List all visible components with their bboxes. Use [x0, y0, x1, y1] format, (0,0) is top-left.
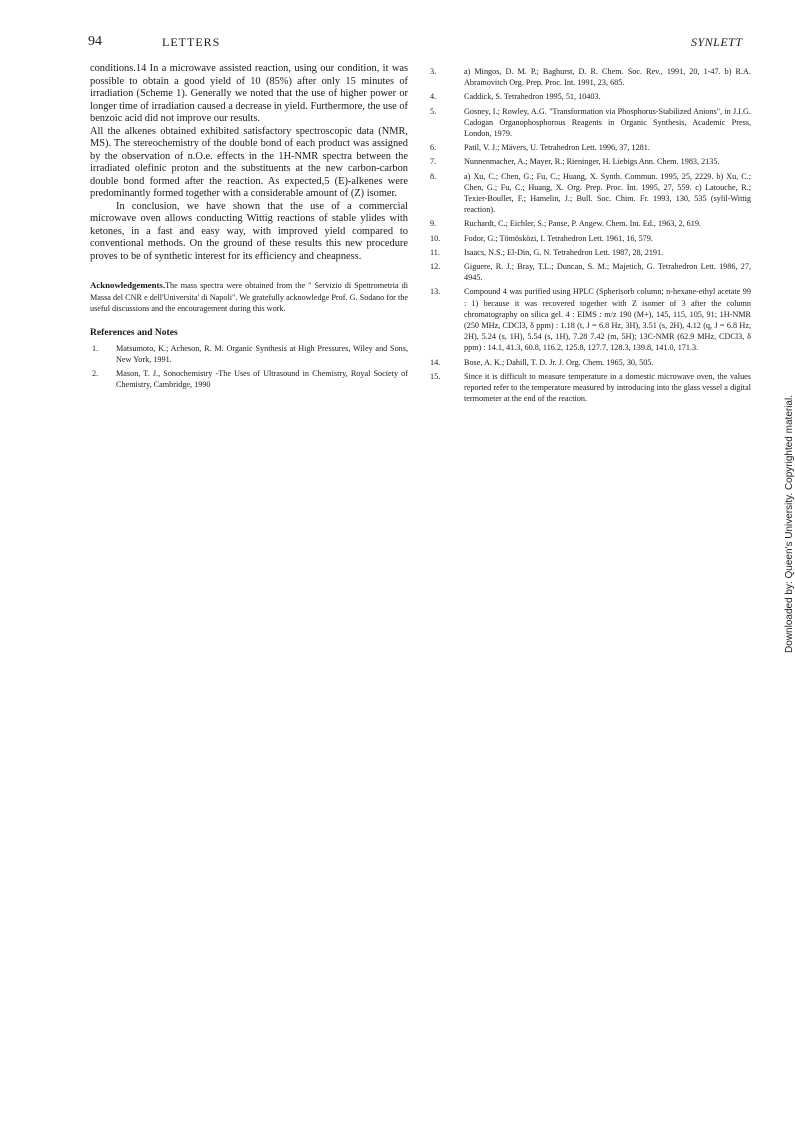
reference-text: Patil, V. J.; Mävers, U. Tetrahedron Lett. 1996, 37, 1281. — [464, 143, 650, 153]
reference-item — [428, 171, 751, 216]
reference-text: Mason, T. J., Sonochemistry -The Uses of Ultrasound in Chemistry, Royal Society of Chemistry, Cambridge, 1990 — [116, 369, 408, 390]
reference-item — [428, 66, 751, 88]
acknowledgements-heading: Acknowledgements. — [90, 280, 166, 290]
reference-item — [428, 247, 751, 258]
reference-text: Fodor, G.; Tömösközi, I. Tetrahedron Lett. 1961, 16, 579. — [464, 233, 653, 243]
reference-number: 15. — [430, 371, 441, 381]
reference-item — [428, 357, 751, 368]
references-heading: References and Notes — [90, 326, 178, 338]
reference-text: Bose, A. K.; Dahill, T. D. Jr. J. Org. Chem. 1965, 30, 505. — [464, 357, 654, 367]
journal-name: SYNLETT — [691, 35, 743, 49]
reference-text: Nunnenmacher, A.; Mayer, R.; Rieninger, H. Liebigs Ann. Chem. 1983, 2135. — [464, 157, 720, 167]
download-watermark: Downloaded by: Queen's University. Copyrighted material. — [784, 395, 795, 653]
reference-number: 9. — [430, 219, 437, 229]
reference-item — [428, 156, 751, 167]
reference-text: a) Mingos, D. M. P.; Baghurst, D. R. Chem. Soc. Rev., 1991, 20, 1-47. b) R.A. Abramovitch Org. Prep. Proc. Int. 1991, 23, 685. — [464, 67, 751, 88]
body-paragraph-1: conditions.14 In a microwave assisted reaction, using our condition, it was possible to obtain a good yield of 10 (85%) after only 15 minutes of irradiation (Scheme 1). Generally we noted that the use of higher power or longer time of irradiation caused a decrease in yield. Furthermore, the use of benzoic acid did not improve our results. — [90, 63, 408, 124]
reference-item — [428, 218, 751, 229]
reference-item — [428, 142, 751, 153]
reference-text: Gosney, I.; Rowley, A.G. "Transformation via Phosphorus-Stabilized Anions", in J.I.G. Cadogan Organophosphorous Reagents in Organic Synthesis, Academic Press, London, 1979. — [464, 106, 751, 139]
reference-text: Ruchardt, C.; Eichler, S.; Panse, P. Angew. Chem. Int. Ed., 1963, 2, 619. — [464, 219, 702, 229]
reference-text: Since it is difficult to measure temperature in a domestic microwave oven, the values reported refer to the temperature measured by introducing into the glass vessel a digital termometer at the end of the reaction. — [464, 371, 751, 404]
right-column — [428, 66, 751, 407]
reference-number: 6. — [430, 143, 437, 153]
left-column — [90, 63, 408, 394]
body-paragraph-3: In conclusion, we have shown that the use of a commercial microwave oven allows conducting Wittig reactions of stable ylides with ketones, in a fast and easy way, with improved yield compared to conventional methods. On the ground of these results this new procedure proves to be of synthetic interest for its efficiency and cheapness. — [90, 200, 408, 262]
reference-number: 3. — [430, 67, 437, 76]
reference-number: 11. — [430, 247, 440, 257]
reference-number: 7. — [430, 157, 437, 167]
section-label: LETTERS — [162, 35, 221, 49]
reference-number: 13. — [430, 287, 441, 297]
reference-number: 14. — [430, 357, 441, 367]
reference-text: Compound 4 was purified using HPLC (Spherisorb column; n-hexane-ethyl acetate 99 : 1) because it was recovered together with Z isomer of 3 after the column chromatography on silica gel. 4 : EIMS : m/z 190 (M+), 145, 115, 105, 91; 1H-NMR (250 MHz, CDCl3, δ ppm) : 1.18 (t, J = 6.8 Hz, 3H), 3.51 (s, 2H), 4.12 (q, J = 6.8 Hz, 2H), 5.24 (s, 1H), 5.54 (s, 1H), 7.28 7.42 (m, 5H); 13C-NMR (62.9 MHz, CDCl3, δ ppm) : 14.1, 41.3, 60.8, 116.2, 125.8, 127.7, 128.3, 139.8, 141.0, 171.3. — [464, 287, 751, 353]
reference-item — [428, 91, 751, 102]
reference-number: 2. — [92, 369, 99, 379]
reference-item — [90, 368, 408, 390]
reference-number: 12. — [430, 262, 441, 272]
reference-text: Caddick, S. Tetrahedron 1995, 51, 10403. — [464, 92, 601, 102]
reference-number: 1. — [92, 343, 99, 353]
page-number: 94 — [88, 34, 102, 49]
reference-text: Giguere, R. J.; Bray, T.L.; Duncan, S. M.; Majetich, G. Tetrahedron Lett. 1986, 27, 4945. — [464, 262, 751, 283]
reference-item — [428, 371, 751, 405]
acknowledgements-text: The mass spectra were obtained from the " Servizio di Spettrometria di Massa del CNR e dell'Universita' di Napoli". We gratefully acknowledge Prof. G. Sodano for the useful discussions and the encouragement during this work. — [90, 281, 408, 314]
reference-item — [428, 233, 751, 244]
reference-text: a) Xu, C.; Chen, G.; Fu, C.; Huang, X. Synth. Commun. 1995, 25, 2229. b) Xu, C.; Chen, G.; Fu, C.; Huang, X. Org. Prep. Proc. Int. 1995, 27, 559. c) Latouche, R.; Texier-Boullet, F.; Hamelin, J.; Bull. Soc. Chim. Fr. 1993, 130, 535 (sylil-Wittig reaction). — [464, 171, 751, 215]
reference-number: 8. — [430, 171, 437, 181]
reference-number: 10. — [430, 233, 441, 243]
acknowledgements — [90, 280, 408, 315]
reference-item — [90, 343, 408, 365]
reference-text: Matsumoto, K.; Acheson, R. M. Organic Synthesis at High Pressures, Wiley and Sons, New York, 1991. — [116, 343, 408, 364]
reference-text: Isaacs, N.S.; El-Din, G. N. Tetrahedron Lett. 1987, 28, 2191. — [464, 247, 664, 257]
reference-item — [428, 261, 751, 283]
reference-item — [428, 106, 751, 140]
reference-number: 5. — [430, 106, 437, 116]
reference-item — [428, 286, 751, 353]
reference-number: 4. — [430, 92, 437, 102]
body-paragraph-2: All the alkenes obtained exhibited satisfactory spectroscopic data (NMR, MS). The stereochemistry of the double bond of each product was assigned by the observation of n.O.e. effects in the 1H-NMR spectra between the irradiated olefinic proton and the substituents at the new carbon-carbon double bond formed after the reaction. As expected,5 (E)-alkenes were predominantly formed together with a considerable amount of (Z) isomer. — [90, 125, 408, 199]
